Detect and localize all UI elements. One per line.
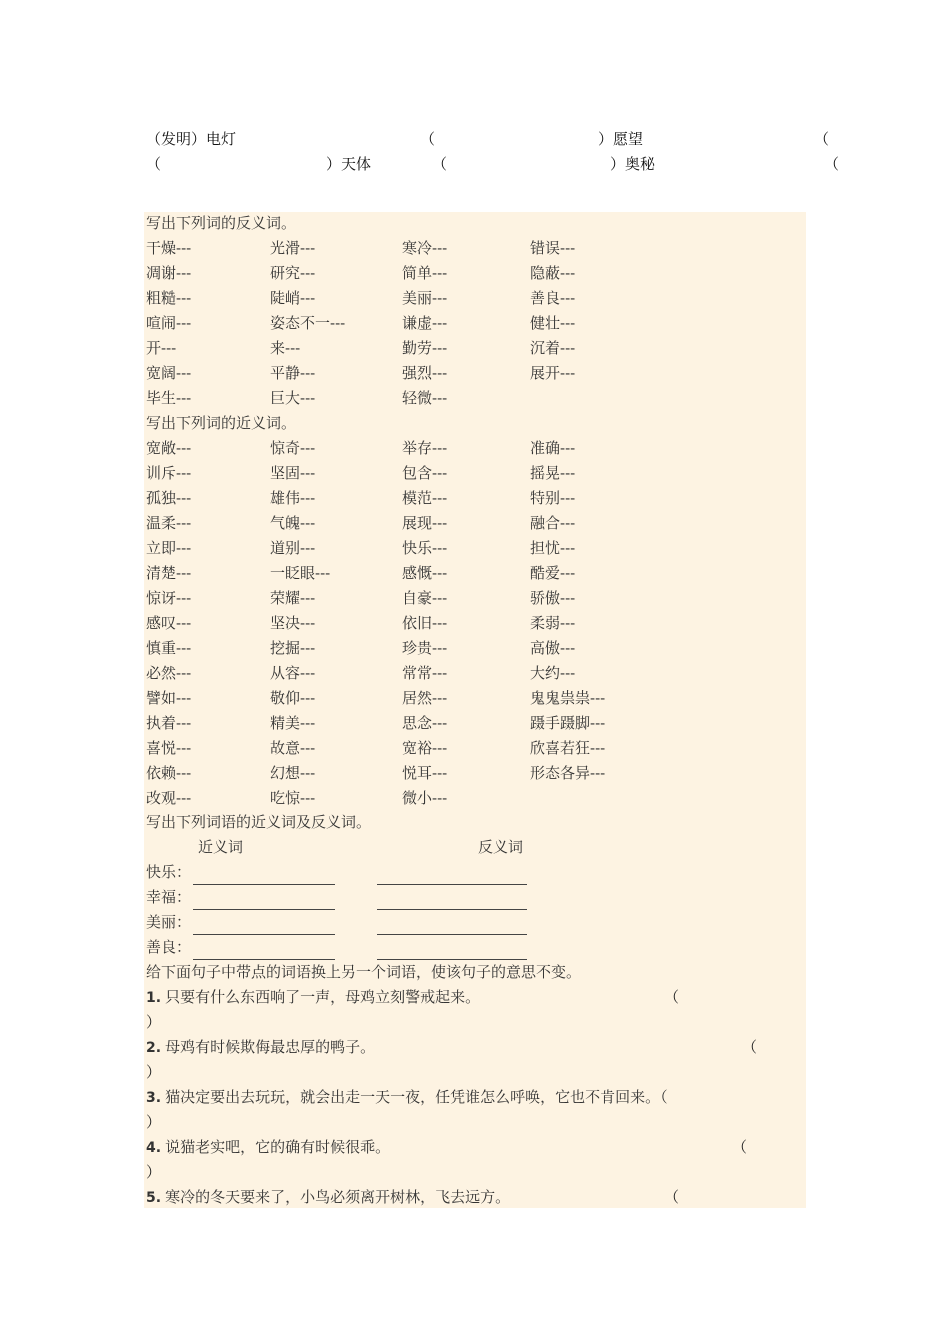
synonym-word: 骄傲--- [530,589,576,607]
answer-close-paren: ） [146,1163,162,1181]
antonym-word: 宽阔--- [146,364,192,382]
top-item: （ [420,130,436,148]
pair-word: 快乐： [146,863,192,881]
answer-close-paren: ） [146,1013,162,1031]
sentence-5 [146,1185,510,1210]
synonym-word: 雄伟--- [270,489,316,507]
pair-word: 善良： [146,938,192,956]
antonym-word: 光滑--- [270,239,316,257]
synonym-blank[interactable] [193,918,335,935]
antonym-word: 开--- [146,339,177,357]
top-item: （发明）电灯 [146,130,237,148]
synonym-word: 展现--- [402,514,448,532]
synonym-word: 敬仰--- [270,689,316,707]
answer-open-paren: （ [742,1038,758,1056]
sentence-1 [146,985,480,1010]
sentence-number: 5. [146,1190,162,1206]
antonym-word: 强烈--- [402,364,448,382]
synonym-word: 气魄--- [270,514,316,532]
synonym-word: 感慨--- [402,564,448,582]
synonym-word: 从容--- [270,664,316,682]
antonym-blank[interactable] [377,918,527,935]
synonym-word: 慎重--- [146,639,192,657]
synonym-title: 写出下列词的近义词。 [146,414,297,432]
antonym-title: 写出下列词的反义词。 [146,214,297,232]
top-item: ）愿望 [598,130,644,148]
synonym-word: 改观--- [146,789,192,807]
synonym-word: 常常--- [402,664,448,682]
antonym-word: 善良--- [530,289,576,307]
synonym-blank[interactable] [193,868,335,885]
synonym-word: 一眨眼--- [270,564,331,582]
antonym-word: 来--- [270,339,301,357]
synonym-word: 训斥--- [146,464,192,482]
synonym-word: 坚固--- [270,464,316,482]
sentence-number: 2. [146,1040,162,1056]
synonym-word: 形态各异--- [530,764,606,782]
synonym-word: 思念--- [402,714,448,732]
antonym-word: 错误--- [530,239,576,257]
synonym-word: 珍贵--- [402,639,448,657]
synonym-word: 感叹--- [146,614,192,632]
synonym-word: 立即--- [146,539,192,557]
synonym-word: 悦耳--- [402,764,448,782]
synonym-word: 准确--- [530,439,576,457]
synonym-word: 执着--- [146,714,192,732]
synonym-word: 欣喜若狂--- [530,739,606,757]
answer-close-paren: ） [146,1113,162,1131]
synonym-blank[interactable] [193,943,335,960]
sentence-text: 母鸡有时候欺侮最忠厚的鸭子。 [165,1038,376,1056]
synonym-word: 微小--- [402,789,448,807]
synonym-word: 高傲--- [530,639,576,657]
sentence-number: 4. [146,1140,162,1156]
top-item: （ [432,155,448,173]
answer-open-paren: （ [664,988,680,1006]
antonym-word: 巨大--- [270,389,316,407]
pair-row [146,885,527,910]
antonym-word: 粗糙--- [146,289,192,307]
answer-open-paren: （ [660,1088,668,1106]
synonym-word: 酷爱--- [530,564,576,582]
synonym-word: 精美--- [270,714,316,732]
antonym-word: 凋谢--- [146,264,192,282]
synonym-word: 模范--- [402,489,448,507]
synonym-blank[interactable] [193,893,335,910]
antonym-word: 陡峭--- [270,289,316,307]
antonym-word: 研究--- [270,264,316,282]
antonym-blank[interactable] [377,893,527,910]
antonym-word: 姿态不一--- [270,314,346,332]
antonym-word: 隐蔽--- [530,264,576,282]
synonym-word: 柔弱--- [530,614,576,632]
synonym-word: 宽敞--- [146,439,192,457]
synonym-word: 居然--- [402,689,448,707]
synonym-word: 故意--- [270,739,316,757]
antonym-blank[interactable] [377,943,527,960]
pair-word: 幸福： [146,888,192,906]
synonym-word: 快乐--- [402,539,448,557]
synonym-word: 必然--- [146,664,192,682]
top-item: （ [814,130,830,148]
synonym-word: 融合--- [530,514,576,532]
synonym-word: 孤独--- [146,489,192,507]
antonym-word: 干燥--- [146,239,192,257]
synonym-word: 特别--- [530,489,576,507]
sentence-text: 说猫老实吧，它的确有时候很乖。 [165,1138,391,1156]
pair-header-antonym: 反义词 [478,838,524,856]
antonym-word: 健壮--- [530,314,576,332]
replace-title: 给下面句子中带点的词语换上另一个词语，使该句子的意思不变。 [146,963,582,981]
synonym-word: 举存--- [402,439,448,457]
synonym-word: 温柔--- [146,514,192,532]
antonym-word: 沉着--- [530,339,576,357]
synonym-word: 大约--- [530,664,576,682]
synonym-word: 蹑手蹑脚--- [530,714,606,732]
pair-word: 美丽： [146,913,192,931]
pair-title: 写出下列词语的近义词及反义词。 [146,813,372,831]
sentence-text: 只要有什么东西响了一声，母鸡立刻警戒起来。 [165,988,481,1006]
antonym-word: 寒冷--- [402,239,448,257]
synonym-word: 喜悦--- [146,739,192,757]
synonym-word: 坚决--- [270,614,316,632]
synonym-word: 譬如--- [146,689,192,707]
synonym-word: 鬼鬼祟祟--- [530,689,606,707]
synonym-word: 道别--- [270,539,316,557]
top-item: （ [824,155,840,173]
synonym-word: 担忧--- [530,539,576,557]
pair-header-synonym: 近义词 [198,838,244,856]
synonym-word: 荣耀--- [270,589,316,607]
antonym-word: 美丽--- [402,289,448,307]
antonym-blank[interactable] [377,868,527,885]
sentence-number: 3. [146,1090,162,1106]
pair-row [146,910,527,935]
synonym-word: 吃惊--- [270,789,316,807]
sentence-3 [146,1085,668,1110]
answer-open-paren: （ [732,1138,748,1156]
antonym-word: 喧闹--- [146,314,192,332]
antonym-word: 谦虚--- [402,314,448,332]
pair-row [146,935,527,960]
sentence-2 [146,1035,375,1060]
antonym-word: 平静--- [270,364,316,382]
top-item: ）天体 [326,155,372,173]
pair-row [146,860,527,885]
sentence-text: 猫决定要出去玩玩，就会出走一天一夜，任凭谁怎么呼唤，它也不肯回来。 [165,1088,661,1106]
synonym-word: 自豪--- [402,589,448,607]
antonym-word: 毕生--- [146,389,192,407]
answer-close-paren: ） [146,1063,162,1081]
antonym-word: 勤劳--- [402,339,448,357]
synonym-word: 惊奇--- [270,439,316,457]
synonym-word: 幻想--- [270,764,316,782]
synonym-word: 惊讶--- [146,589,192,607]
synonym-word: 挖掘--- [270,639,316,657]
synonym-word: 宽裕--- [402,739,448,757]
synonym-word: 依赖--- [146,764,192,782]
sentence-number: 1. [146,990,162,1006]
sentence-4 [146,1135,390,1160]
sentence-text: 寒冷的冬天要来了，小鸟必须离开树林，飞去远方。 [165,1188,511,1206]
antonym-word: 轻微--- [402,389,448,407]
top-item: ）奥秘 [610,155,656,173]
synonym-word: 依旧--- [402,614,448,632]
synonym-word: 包含--- [402,464,448,482]
top-item: （ [146,155,162,173]
antonym-word: 简单--- [402,264,448,282]
synonym-word: 清楚--- [146,564,192,582]
synonym-word: 摇晃--- [530,464,576,482]
antonym-word: 展开--- [530,364,576,382]
answer-open-paren: （ [664,1188,680,1206]
